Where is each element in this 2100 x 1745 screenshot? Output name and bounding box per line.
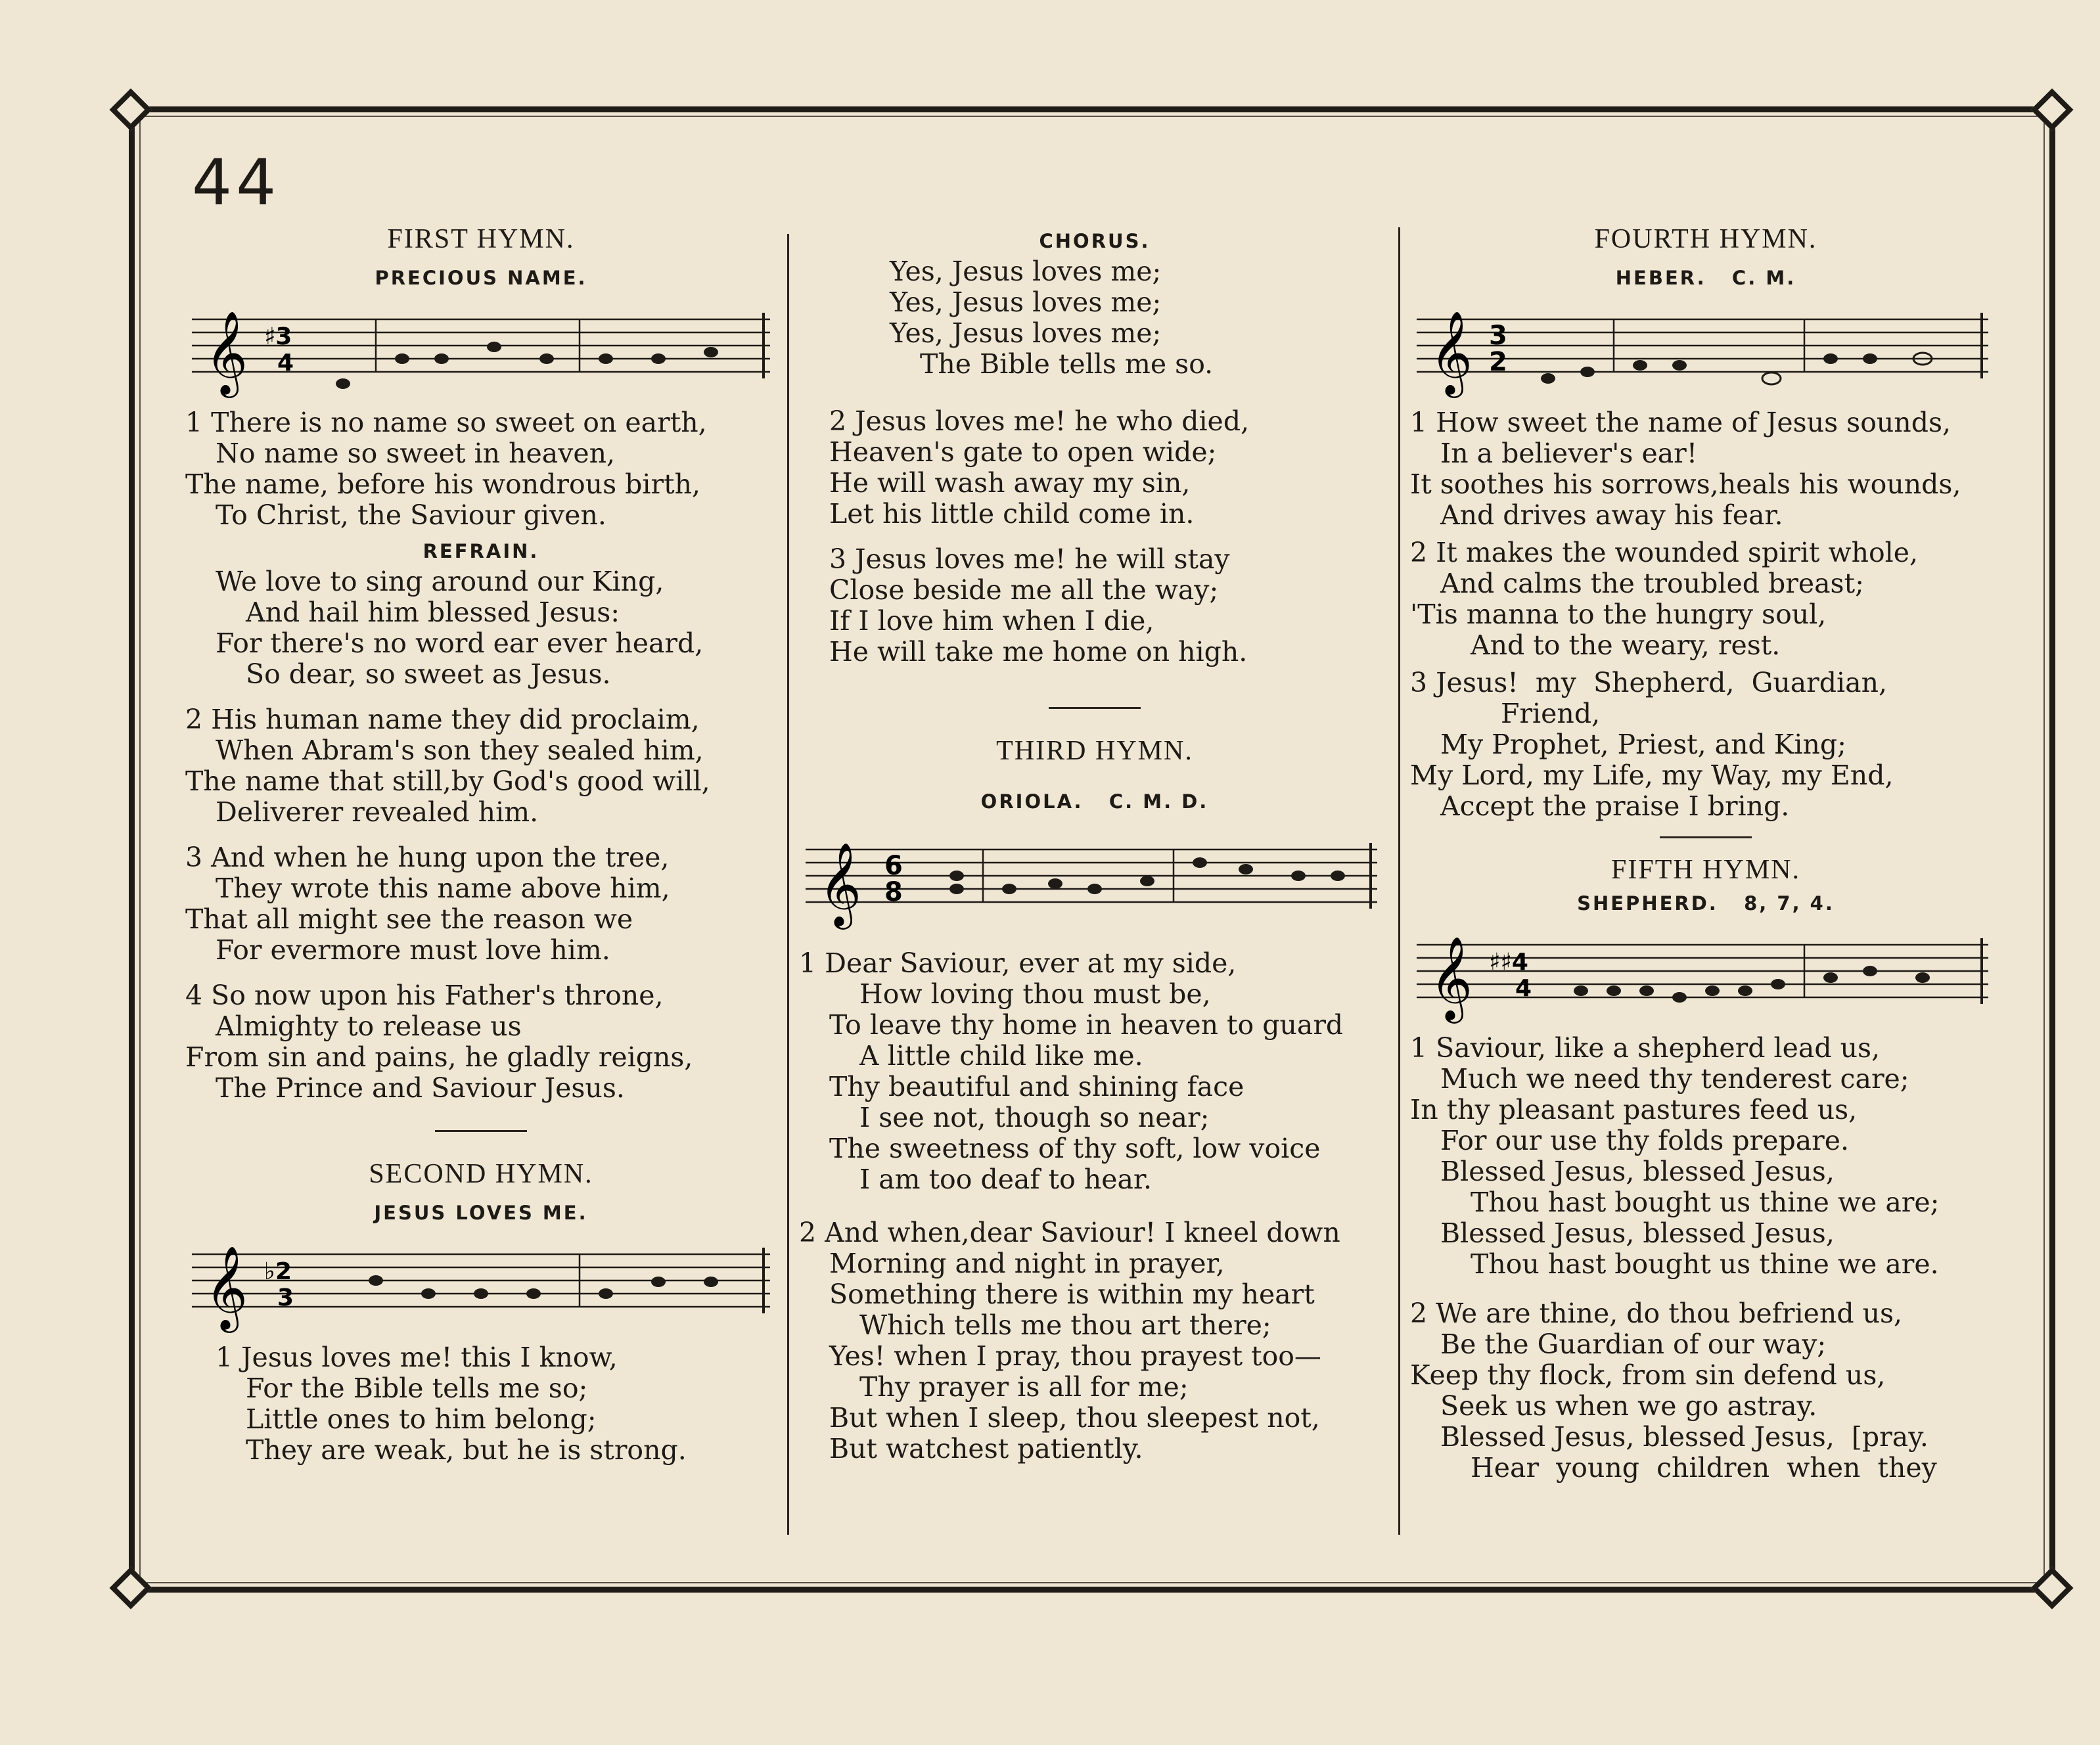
- fourth-hymn-title: FOURTH HYMN.: [1594, 224, 1817, 254]
- fourth-hymn-verse-1: [1410, 407, 2001, 531]
- verse-line: How loving thou must be,: [859, 978, 1211, 1010]
- verse-line: To Christ, the Saviour given.: [216, 499, 606, 531]
- first-hymn-refrain: [185, 566, 777, 690]
- verse-line: When Abram's son they sealed him,: [216, 735, 704, 766]
- verse-line: They wrote this name above him,: [216, 872, 670, 904]
- first-hymn-tune: PRECIOUS NAME.: [375, 267, 587, 289]
- svg-text:𝄞: 𝄞: [205, 310, 248, 394]
- first-hymn-verse-2: [185, 704, 777, 828]
- second-hymn-verse-2: [799, 406, 1390, 530]
- music-staff-heber: [1410, 300, 1995, 398]
- svg-text:8: 8: [884, 877, 903, 907]
- verse-line: 1 Dear Saviour, ever at my side,: [799, 947, 1237, 979]
- svg-text:♭2: ♭2: [264, 1258, 292, 1285]
- verse-line: In thy pleasant pastures feed us,: [1410, 1094, 1858, 1125]
- svg-text:𝄞: 𝄞: [1430, 310, 1473, 394]
- fifth-hymn-verse-2: [1410, 1298, 2001, 1484]
- column-rule-right: [1398, 227, 1400, 1535]
- verse-line: Accept the praise I bring.: [1440, 790, 1790, 822]
- verse-line: Keep thy flock, from sin defend us,: [1410, 1359, 1886, 1391]
- verse-line: 2 And when,dear Saviour! I kneel down: [799, 1217, 1340, 1248]
- fifth-hymn-verse-1: [1410, 1033, 2001, 1280]
- verse-line: Blessed Jesus, blessed Jesus, [pray.: [1440, 1421, 1929, 1453]
- third-hymn-verse-1: [799, 948, 1390, 1195]
- verse-line: Yes, Jesus loves me;: [890, 286, 1162, 318]
- verse-line: And drives away his fear.: [1440, 499, 1783, 531]
- verse-line: The Prince and Saviour Jesus.: [216, 1072, 625, 1104]
- verse-line: And calms the troubled breast;: [1440, 568, 1864, 599]
- verse-line: Something there is within my heart: [829, 1279, 1315, 1310]
- section-divider: [1660, 836, 1752, 838]
- verse-line: Hear young children when they: [1471, 1452, 1937, 1484]
- first-hymn-title: FIRST HYMN.: [387, 224, 575, 254]
- fourth-hymn-verse-3: [1410, 668, 2001, 822]
- verse-line: From sin and pains, he gladly reigns,: [185, 1041, 693, 1073]
- second-hymn-verse-3: [799, 544, 1390, 668]
- third-hymn-tune: ORIOLA. C. M. D.: [980, 790, 1209, 813]
- verse-line: They are weak, but he is strong.: [246, 1434, 687, 1466]
- fifth-hymn-tune: SHEPHERD. 8, 7, 4.: [1577, 892, 1835, 915]
- verse-line: It soothes his sorrows,heals his wounds,: [1410, 468, 1961, 500]
- verse-line: He will take me home on high.: [829, 636, 1248, 668]
- second-hymn-tune: JESUS LOVES ME.: [374, 1202, 588, 1224]
- column-1: [185, 223, 777, 1480]
- verse-line: 'Tis manna to the hungry soul,: [1410, 599, 1827, 630]
- svg-text:2: 2: [1489, 347, 1507, 377]
- verse-line: Thy beautiful and shining face: [829, 1071, 1244, 1102]
- svg-text:𝄞: 𝄞: [205, 1245, 248, 1329]
- svg-text:3: 3: [277, 1284, 294, 1311]
- verse-line: In a believer's ear!: [1440, 438, 1698, 469]
- verse-line: Which tells me thou art there;: [859, 1309, 1271, 1341]
- fifth-hymn-title: FIFTH HYMN.: [1610, 855, 1801, 885]
- verse-line: 2 Jesus loves me! he who died,: [829, 405, 1250, 437]
- fourth-hymn-verse-2: [1410, 537, 2001, 661]
- verse-line: The Bible tells me so.: [920, 348, 1214, 380]
- fourth-hymn-tune: HEBER. C. M.: [1615, 267, 1796, 289]
- verse-line: The name, before his wondrous birth,: [185, 468, 701, 500]
- verse-line: Thou hast bought us thine we are.: [1471, 1248, 1939, 1280]
- svg-text:𝄞: 𝄞: [1430, 936, 1473, 1020]
- svg-text:♯3: ♯3: [264, 323, 292, 350]
- verse-line: And to the weary, rest.: [1471, 629, 1781, 661]
- verse-line: Morning and night in prayer,: [829, 1248, 1225, 1279]
- verse-line: Deliverer revealed him.: [216, 796, 539, 828]
- verse-line: But watchest patiently.: [829, 1433, 1143, 1464]
- svg-text:𝄞: 𝄞: [819, 842, 862, 926]
- verse-line: Yes, Jesus loves me;: [890, 256, 1162, 287]
- verse-line: Almighty to release us: [216, 1010, 522, 1042]
- verse-line: So dear, so sweet as Jesus.: [246, 658, 611, 690]
- verse-line: 3 And when he hung upon the tree,: [185, 842, 670, 873]
- verse-line: We love to sing around our King,: [216, 566, 664, 597]
- section-divider: [1049, 707, 1141, 709]
- svg-text:6: 6: [884, 851, 903, 881]
- verse-line: For our use thy folds prepare.: [1440, 1125, 1850, 1156]
- column-3: [1410, 223, 2001, 1498]
- column-rule-left: [787, 234, 789, 1535]
- music-staff-jesus-loves-me: [185, 1235, 770, 1333]
- verse-line: Thy prayer is all for me;: [859, 1371, 1189, 1403]
- svg-text:3: 3: [1489, 321, 1507, 351]
- verse-line: I see not, though so near;: [859, 1102, 1210, 1133]
- page-number: 44: [192, 146, 281, 219]
- verse-line: Let his little child come in.: [829, 498, 1195, 530]
- svg-text:4: 4: [277, 350, 294, 376]
- music-staff-shepherd: [1410, 925, 1995, 1024]
- verse-line: A little child like me.: [859, 1040, 1143, 1072]
- verse-line: Thou hast bought us thine we are;: [1471, 1187, 1940, 1218]
- verse-line: 2 It makes the wounded spirit whole,: [1410, 537, 1919, 568]
- verse-line: I am too deaf to hear.: [859, 1164, 1153, 1195]
- chorus-label: CHORUS.: [1039, 230, 1151, 252]
- verse-line: Be the Guardian of our way;: [1440, 1328, 1827, 1360]
- verse-line: 2 We are thine, do thou befriend us,: [1410, 1298, 1903, 1329]
- verse-line: Much we need thy tenderest care;: [1440, 1063, 1909, 1095]
- verse-line: The name that still,by God's good will,: [185, 765, 710, 797]
- verse-line: If I love him when I die,: [829, 605, 1154, 637]
- verse-line: Little ones to him belong;: [246, 1403, 597, 1435]
- third-hymn-title: THIRD HYMN.: [996, 736, 1193, 766]
- chorus: [799, 256, 1390, 380]
- verse-line: Blessed Jesus, blessed Jesus,: [1440, 1217, 1835, 1249]
- verse-line: The sweetness of thy soft, low voice: [829, 1133, 1321, 1164]
- verse-line: For the Bible tells me so;: [246, 1372, 588, 1404]
- verse-line: Friend,: [1501, 698, 1601, 729]
- verse-line: 3 Jesus loves me! he will stay: [829, 543, 1230, 575]
- verse-line: 1 How sweet the name of Jesus sounds,: [1410, 407, 1952, 438]
- refrain-label: REFRAIN.: [422, 540, 539, 562]
- verse-line: My Prophet, Priest, and King;: [1440, 729, 1846, 760]
- second-hymn-title: SECOND HYMN.: [369, 1159, 593, 1189]
- verse-line: 4 So now upon his Father's throne,: [185, 980, 664, 1011]
- column-2: [799, 223, 1390, 1479]
- svg-text:4: 4: [1515, 975, 1532, 1002]
- music-staff-precious-name: [185, 300, 770, 398]
- verse-line: But when I sleep, thou sleepest not,: [829, 1402, 1320, 1434]
- verse-line: No name so sweet in heaven,: [216, 438, 616, 469]
- verse-line: Close beside me all the way;: [829, 574, 1219, 606]
- verse-line: For there's no word ear ever heard,: [216, 627, 704, 659]
- music-staff-oriola: [799, 823, 1384, 935]
- verse-line: 3 Jesus! my Shepherd, Guardian,: [1410, 667, 1888, 698]
- verse-line: He will wash away my sin,: [829, 467, 1191, 499]
- verse-line: Heaven's gate to open wide;: [829, 436, 1217, 468]
- verse-line: That all might see the reason we: [185, 903, 633, 935]
- third-hymn-verse-2: [799, 1217, 1390, 1464]
- verse-line: 1 There is no name so sweet on earth,: [185, 407, 707, 438]
- first-hymn-verse-4: [185, 980, 777, 1104]
- verse-line: For evermore must love him.: [216, 934, 610, 966]
- verse-line: To leave thy home in heaven to guard: [829, 1009, 1344, 1041]
- verse-line: Yes! when I pray, thou prayest too—: [829, 1340, 1321, 1372]
- verse-line: Yes, Jesus loves me;: [890, 317, 1162, 349]
- verse-line: Seek us when we go astray.: [1440, 1390, 1817, 1422]
- section-divider: [435, 1130, 527, 1132]
- verse-line: Blessed Jesus, blessed Jesus,: [1440, 1156, 1835, 1187]
- first-hymn-verse-3: [185, 842, 777, 966]
- first-hymn-verse-1: [185, 407, 777, 531]
- verse-line: 1 Saviour, like a shepherd lead us,: [1410, 1032, 1881, 1064]
- verse-line: 2 His human name they did proclaim,: [185, 704, 700, 735]
- svg-text:♯♯4: ♯♯4: [1489, 949, 1528, 976]
- second-hymn-verse-1: [185, 1342, 777, 1466]
- verse-line: And hail him blessed Jesus:: [246, 597, 620, 628]
- verse-line: My Lord, my Life, my Way, my End,: [1410, 759, 1894, 791]
- verse-line: 1 Jesus loves me! this I know,: [216, 1342, 618, 1373]
